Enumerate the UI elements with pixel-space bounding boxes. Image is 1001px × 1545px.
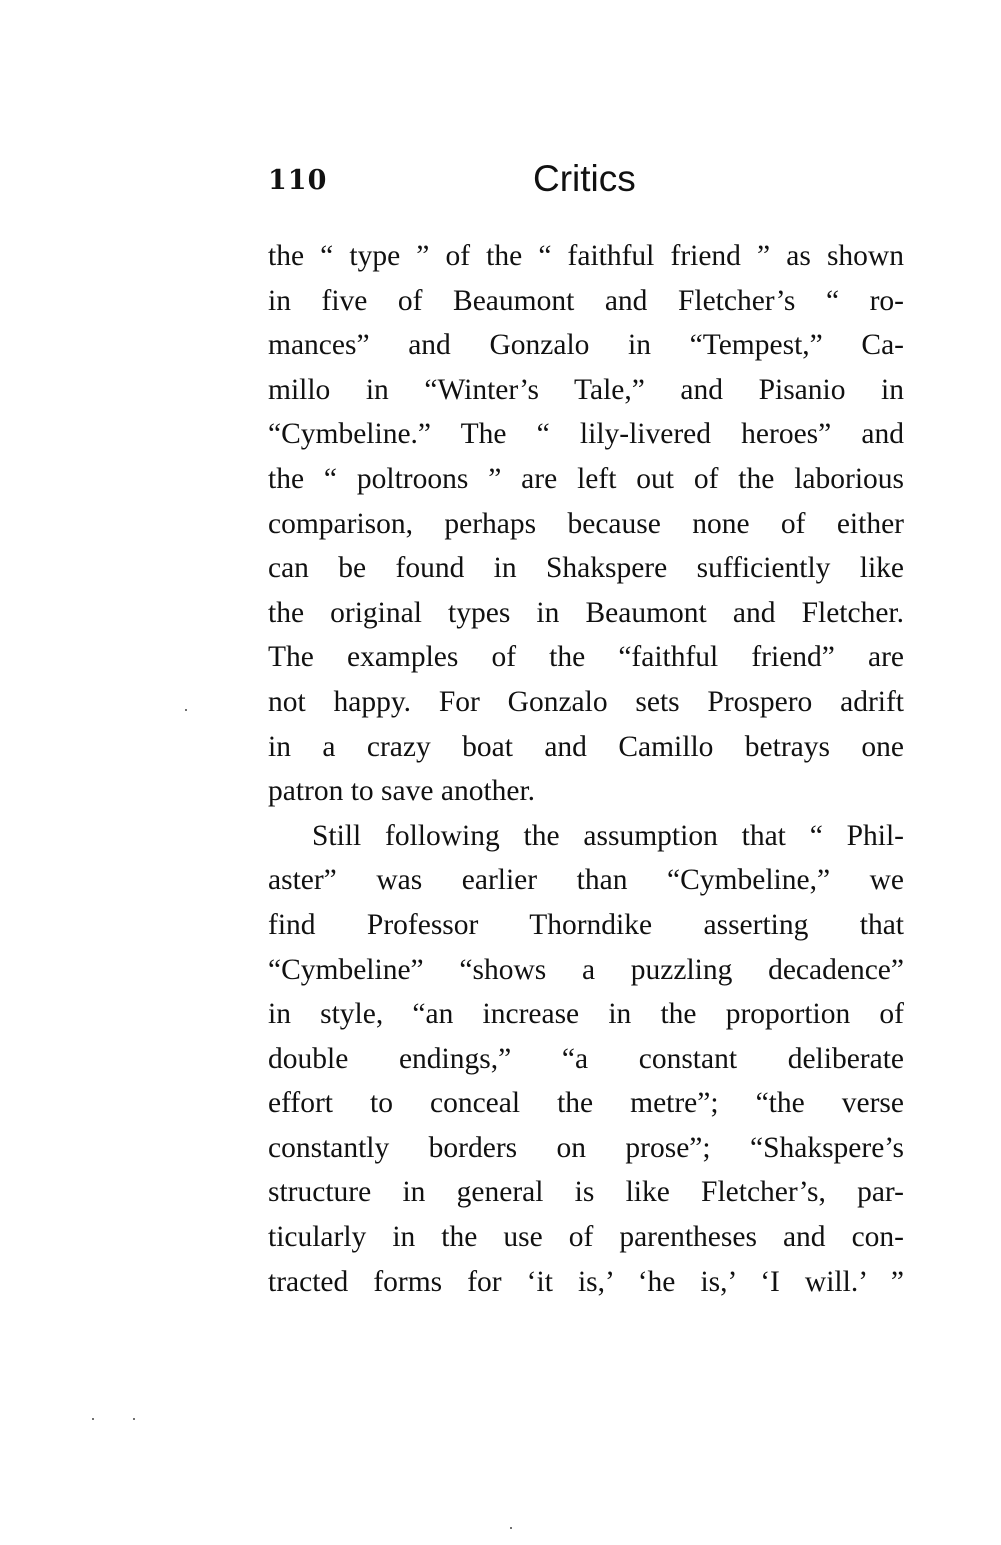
text-line: comparison, perhaps because none of either: [268, 507, 904, 540]
text-line: double endings,” “a constant deliberate: [268, 1042, 904, 1075]
text-line: tracted forms for ‘it is,’ ‘he is,’ ‘I will.’ ”: [268, 1265, 904, 1298]
text-line: can be found in Shakspere sufficiently like: [268, 552, 904, 585]
text-line: The examples of the “faithful friend” are: [268, 641, 904, 674]
scan-speck: [133, 1418, 135, 1420]
running-head: Critics: [533, 158, 636, 199]
text-line: in a crazy boat and Camillo betrays one: [268, 730, 904, 763]
paragraph-1: [268, 234, 904, 814]
text-line: Still following the assumption that “ Phil-: [312, 819, 904, 852]
text-line: effort to conceal the metre”; “the verse: [268, 1087, 904, 1120]
text-line: in five of Beaumont and Fletcher’s “ ro-: [268, 284, 904, 317]
body-text: [268, 234, 904, 1304]
text-line: the “ poltroons ” are left out of the laborious: [268, 462, 904, 495]
scan-speck: [185, 709, 187, 711]
text-line: in style, “an increase in the proportion of: [268, 998, 904, 1031]
text-line: constantly borders on prose”; “Shakspere’s: [268, 1131, 904, 1164]
text-line: structure in general is like Fletcher’s, par-: [268, 1176, 904, 1209]
scan-speck: [510, 1527, 512, 1529]
text-line: find Professor Thorndike asserting that: [268, 908, 904, 941]
scan-speck: [92, 1418, 94, 1420]
page-number: 110: [268, 165, 328, 196]
text-line: “Cymbeline.” The “ lily-livered heroes” and: [268, 418, 904, 451]
paragraph-2: [268, 814, 904, 1305]
text-line: mances” and Gonzalo in “Tempest,” Ca-: [268, 329, 904, 362]
text-line: patron to save another.: [268, 775, 536, 808]
text-line: the original types in Beaumont and Fletcher.: [268, 596, 904, 629]
text-line: millo in “Winter’s Tale,” and Pisanio in: [268, 373, 904, 406]
text-line: “Cymbeline” “shows a puzzling decadence”: [268, 953, 904, 986]
text-line: ticularly in the use of parentheses and con-: [268, 1221, 904, 1254]
text-line: aster” was earlier than “Cymbeline,” we: [268, 864, 904, 897]
text-line: the “ type ” of the “ faithful friend ” as shown: [268, 240, 904, 272]
text-line: not happy. For Gonzalo sets Prospero adrift: [268, 685, 904, 718]
page-header: [268, 155, 904, 211]
